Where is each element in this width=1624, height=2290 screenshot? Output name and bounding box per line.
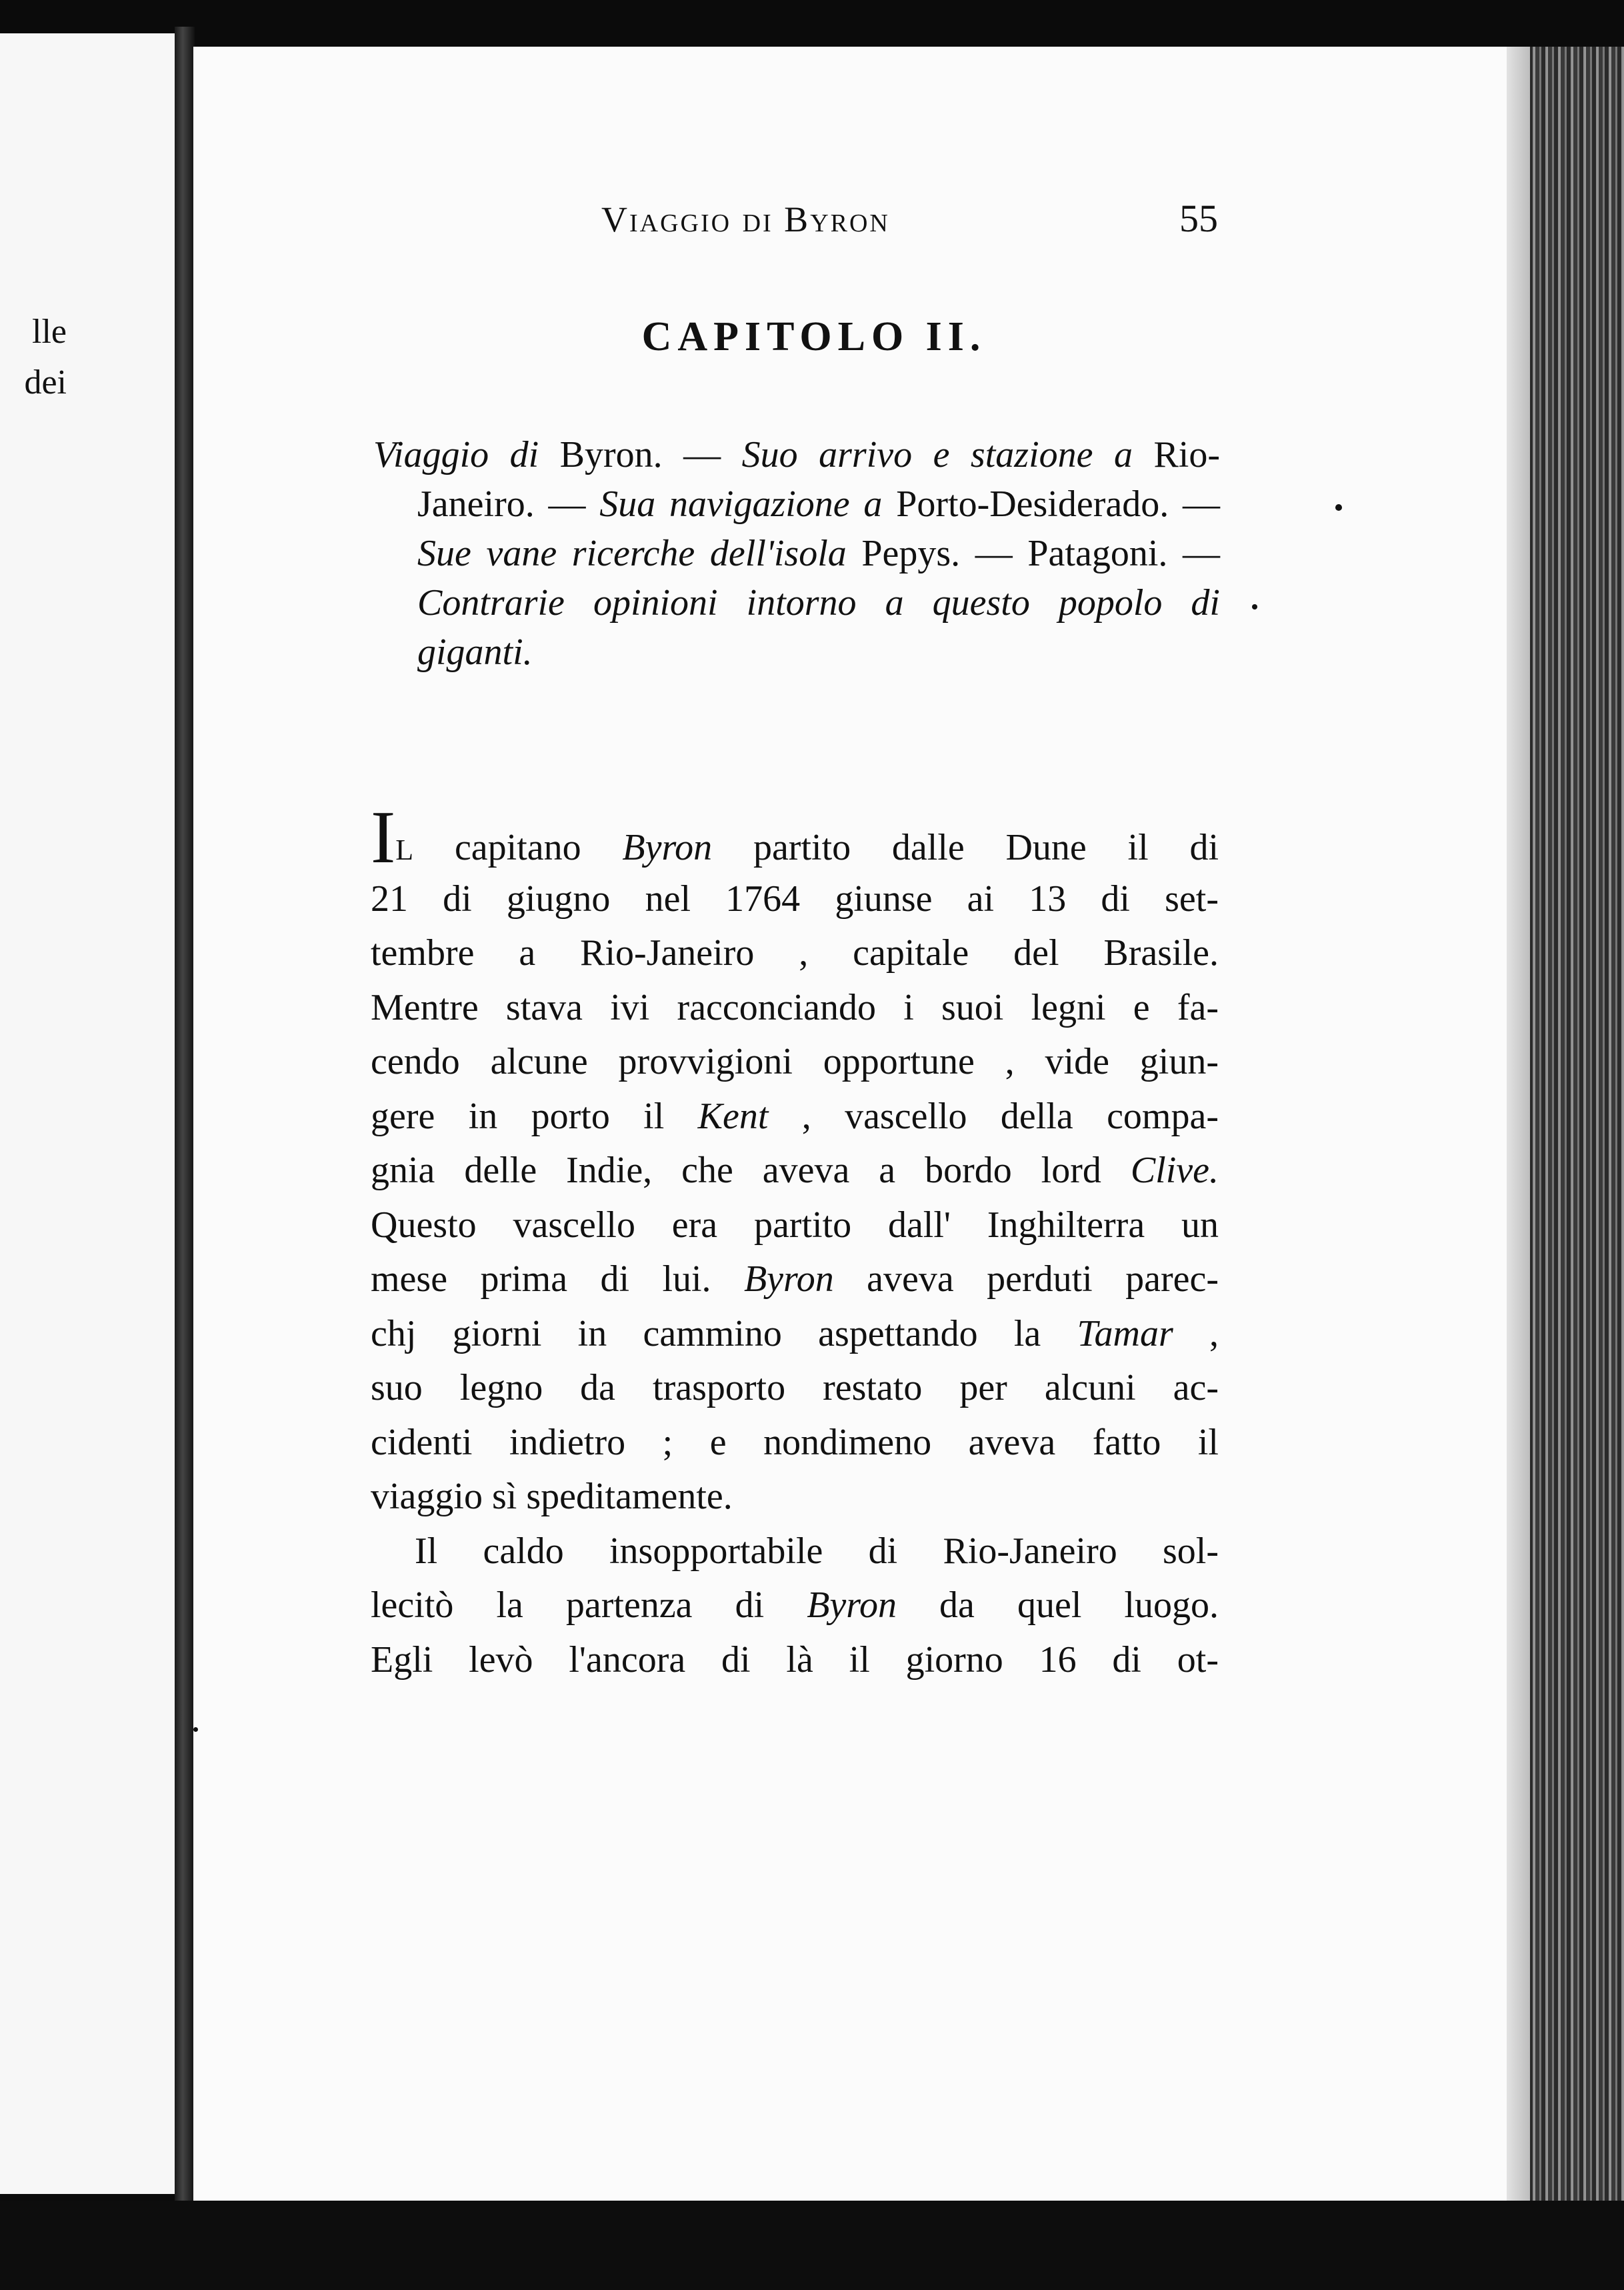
- text-run: gere in porto il: [371, 1095, 698, 1137]
- text-run: suo legno da trasporto restato per alcuni ac-: [371, 1367, 1219, 1408]
- left-fragment-line: dei: [24, 363, 67, 401]
- text-run: capitano: [413, 827, 623, 868]
- chapter-title: CAPITOLO II.: [641, 314, 987, 359]
- text-run: lecitò la partenza di: [371, 1584, 807, 1626]
- body-text-line: [371, 1035, 1219, 1090]
- left-page-text-fragments: [0, 307, 67, 408]
- scan-bottom-border: [0, 2201, 1624, 2290]
- text-run: , vascello della compa-: [768, 1095, 1219, 1137]
- text-run: cendo alcune provvigioni opportune , vide giun-: [371, 1041, 1219, 1082]
- scan-speck: [1252, 604, 1257, 610]
- book-gutter: [175, 27, 195, 2201]
- italic-name: Byron: [807, 1584, 897, 1626]
- text-run: viaggio sì speditamente.: [371, 1476, 733, 1517]
- body-text-line: [371, 872, 1219, 927]
- summary-italic-segment: Viaggio di: [373, 434, 539, 475]
- running-header: [410, 193, 1218, 253]
- body-text-line: [371, 1307, 1219, 1362]
- body-text-line: [371, 1470, 1219, 1524]
- left-facing-page: [0, 33, 184, 2194]
- body-text-line: [371, 1361, 1219, 1416]
- body-text-line: [371, 981, 1219, 1036]
- page-number: 55: [1179, 197, 1218, 240]
- chapter-summary: [373, 430, 1220, 677]
- text-run: partito dalle Dune il di: [712, 827, 1219, 868]
- body-text-line: [371, 1524, 1219, 1579]
- text-run: aveva perduti parec-: [833, 1258, 1219, 1300]
- body-text-line: [371, 796, 1219, 879]
- summary-roman-segment: Byron. —: [539, 434, 742, 475]
- running-title: Viaggio di Byron: [601, 199, 890, 239]
- text-run: Il caldo insopportabile di Rio-Janeiro sol-: [415, 1530, 1219, 1572]
- italic-name: Clive.: [1130, 1150, 1219, 1191]
- summary-roman-segment: Porto-Desiderado. —: [882, 483, 1220, 525]
- text-run: ,: [1173, 1312, 1219, 1354]
- text-run: 21 di giugno nel 1764 giunse ai 13 di set-: [371, 878, 1219, 920]
- text-run: Egli levò l'ancora di là il giorno 16 di ot-: [371, 1638, 1219, 1680]
- text-run: mese prima di lui.: [371, 1258, 744, 1300]
- text-run: chj giorni in cammino aspettando la: [371, 1312, 1077, 1354]
- small-caps-letter: L: [395, 834, 414, 866]
- summary-italic-segment: Contrarie opinioni intorno a questo popolo di giganti.: [417, 582, 1220, 673]
- left-fragment-line: lle: [32, 313, 67, 351]
- drop-cap: I: [371, 796, 396, 879]
- summary-roman-segment: Rio-Janeiro. —: [417, 434, 1221, 525]
- body-text-line: [371, 1090, 1219, 1144]
- body-text-line: [371, 1144, 1219, 1198]
- italic-name: Byron: [622, 827, 713, 868]
- body-text-line: [371, 1416, 1219, 1470]
- italic-name: Byron: [743, 1258, 834, 1300]
- text-run: gnia delle Indie, che aveva a bordo lord: [371, 1150, 1131, 1191]
- text-run: Mentre stava ivi racconciando i suoi legni e fa-: [371, 986, 1219, 1028]
- text-run: Questo vascello era partito dall' Inghilterra un: [371, 1204, 1219, 1246]
- text-run: da quel luogo.: [897, 1584, 1219, 1626]
- text-run: tembre a Rio-Janeiro , capitale del Brasile.: [371, 932, 1219, 974]
- scan-speck: [1335, 504, 1342, 511]
- summary-italic-segment: Suo arrivo e stazione a: [741, 434, 1133, 475]
- body-text-line: [371, 1578, 1219, 1633]
- page-edge-highlight: [1503, 47, 1530, 2234]
- summary-roman-segment: Pepys. — Patagoni. —: [846, 533, 1220, 574]
- italic-name: Kent: [697, 1095, 769, 1137]
- body-text-line: [371, 1198, 1219, 1253]
- summary-italic-segment: Sue vane ricerche dell'isola: [417, 533, 847, 574]
- body-text-line: [371, 926, 1219, 981]
- body-text-line: [371, 1633, 1219, 1688]
- scan-speck: [193, 1727, 198, 1732]
- italic-name: Tamar: [1077, 1312, 1173, 1354]
- text-run: cidenti indietro ; e nondimeno aveva fatto il: [371, 1421, 1219, 1463]
- body-text: [371, 796, 1219, 1687]
- body-text-line: [371, 1252, 1219, 1307]
- summary-italic-segment: Sua navigazione a: [599, 483, 883, 525]
